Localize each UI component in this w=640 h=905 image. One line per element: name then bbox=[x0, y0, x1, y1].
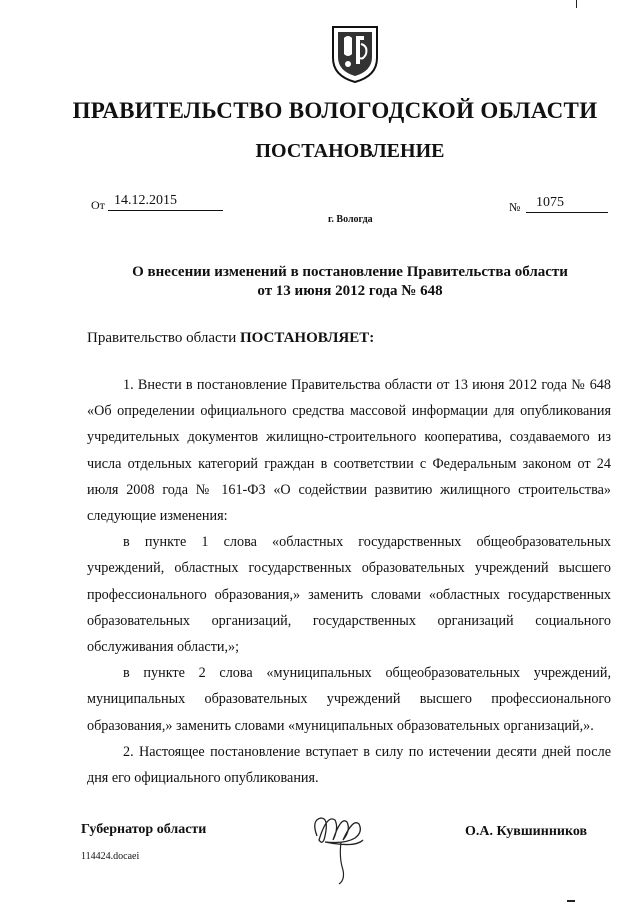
city-label: г. Вологда bbox=[328, 214, 373, 225]
scan-artifact bbox=[576, 0, 577, 8]
preamble-text: Правительство области bbox=[87, 330, 237, 346]
signature-icon bbox=[305, 806, 375, 886]
document-number: 1075 bbox=[526, 195, 608, 213]
subject-line-2: от 13 июня 2012 года № 648 bbox=[257, 283, 443, 299]
signer-name: О.А. Кувшинников bbox=[465, 824, 588, 839]
organization-title: ПРАВИТЕЛЬСТВО ВОЛОГОДСКОЙ ОБЛАСТИ bbox=[72, 98, 598, 123]
number-prefix: № bbox=[509, 200, 521, 214]
body-paragraph: в пункте 1 слова «областных государственных общеобразовательных учреждений, областных государственных образовательных учреждений высшего профессионального образования,» заменить словами «областных государственных образовательных организаций, государственных организаций социального обслуживания области,»; bbox=[87, 534, 611, 656]
signer-title: Губернатор области bbox=[81, 822, 207, 837]
body-paragraph: 2. Настоящее постановление вступает в силу по истечении десяти дней после дня его официального опубликования. bbox=[87, 743, 611, 787]
preamble-emphasis: ПОСТАНОВЛЯЕТ: bbox=[239, 330, 375, 346]
file-reference: 114424.docaei bbox=[81, 851, 140, 862]
document-type: ПОСТАНОВЛЕНИЕ bbox=[255, 140, 445, 162]
document-body bbox=[87, 372, 611, 791]
subject-line-1: О внесении изменений в постановление Правительства области bbox=[132, 264, 568, 280]
date-prefix: От bbox=[91, 198, 105, 212]
body-paragraph: в пункте 2 слова «муниципальных общеобразовательных учреждений, муниципальных образовательных учреждений высшего профессионального образования,» заменить словами «муниципальных образовательных организаций,». bbox=[87, 665, 611, 734]
document-date: 14.12.2015 bbox=[108, 193, 223, 211]
scan-artifact bbox=[567, 900, 575, 902]
coat-of-arms-icon bbox=[330, 24, 380, 84]
document-subject bbox=[100, 263, 600, 301]
preamble bbox=[87, 330, 374, 347]
body-paragraph: 1. Внести в постановление Правительства области от 13 июня 2012 года № 648 «Об определении официального средства массовой информации для опубликования учредительных документов жилищно-строительного кооператива, создаваемого из числа отдельных категорий граждан в соответствии с Федеральным законом от 24 июля 2008 года № 161-ФЗ «О содействии развитию жилищного строительства» следующие изменения: bbox=[87, 377, 611, 525]
